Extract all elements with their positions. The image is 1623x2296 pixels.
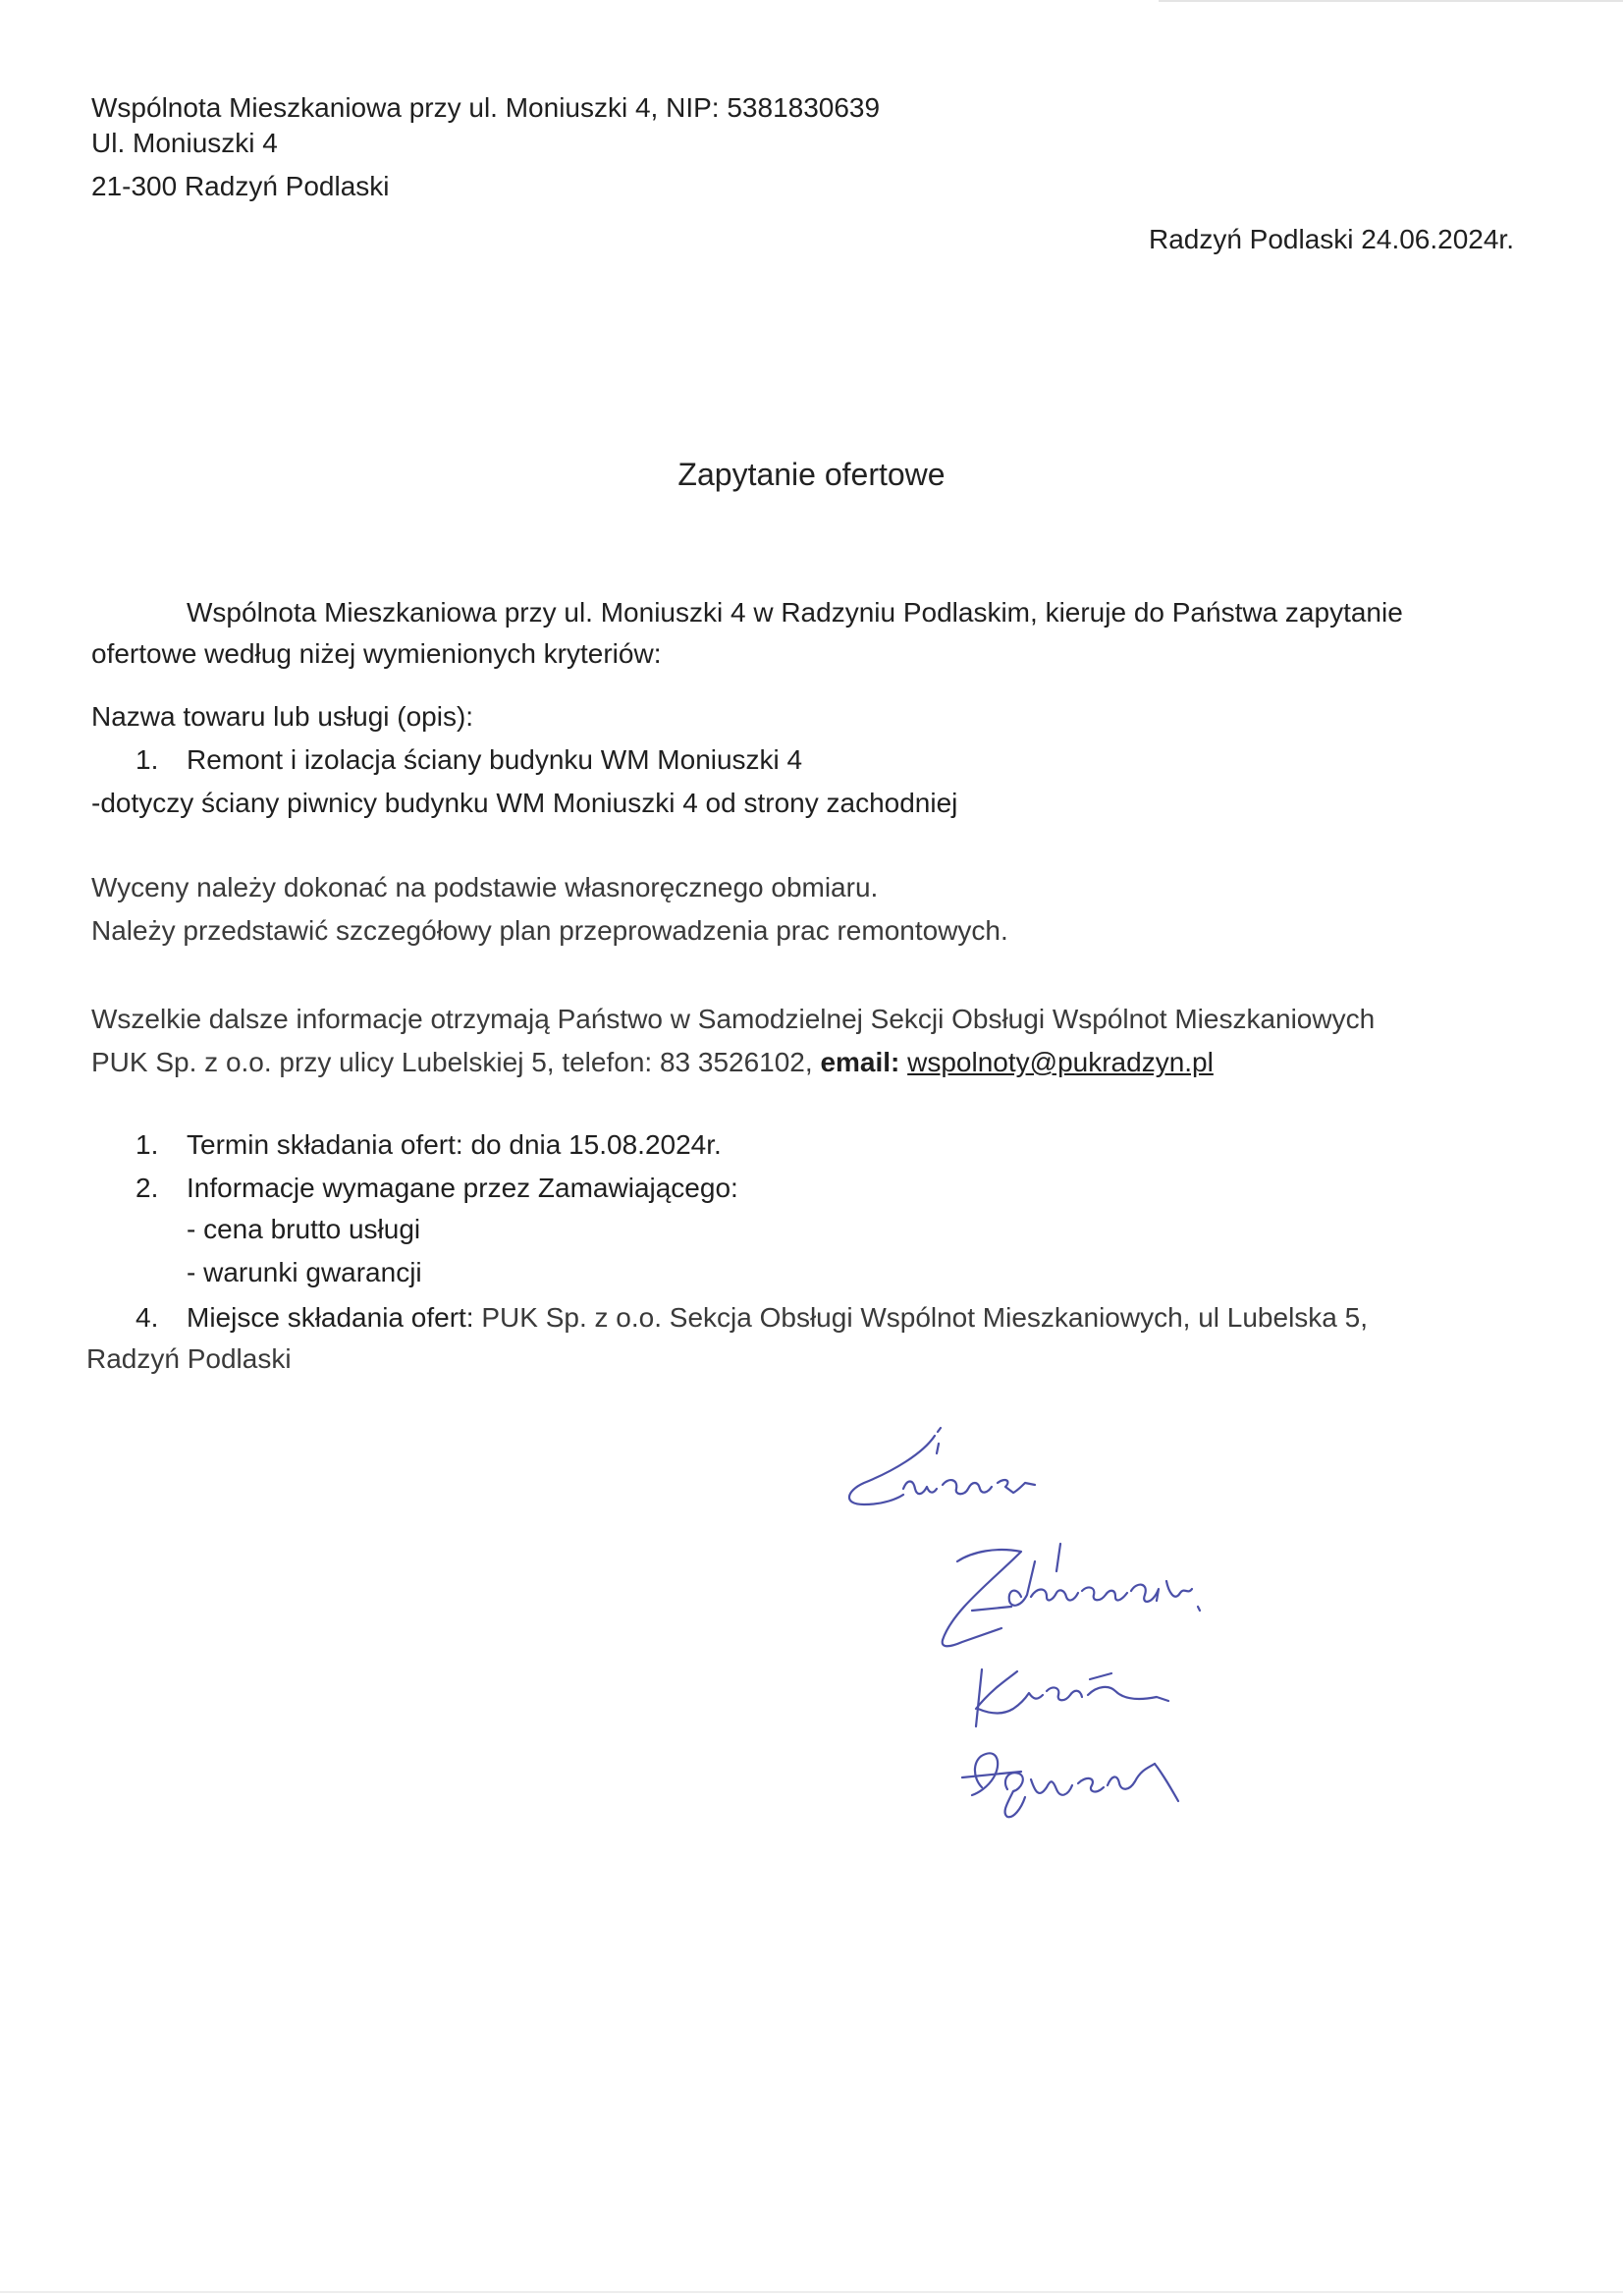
term-2 — [135, 1171, 738, 1206]
intro-line-2: ofertowe według niżej wymienionych kryteriów: — [91, 638, 662, 669]
document-date: Radzyń Podlaski 24.06.2024r. — [1148, 224, 1514, 254]
scan-edge-line — [1159, 0, 1623, 2]
term-1-text: Termin składania ofert: do dnia 15.08.2024r. — [187, 1129, 722, 1160]
term-2-sub-1: - cena brutto usługi — [187, 1214, 421, 1244]
pricing-line-2: Należy przedstawić szczegółowy plan przeprowadzenia prac remontowych. — [91, 915, 1008, 946]
term-4-label: Miejsce składania ofert: — [187, 1302, 474, 1333]
email-link[interactable]: wspolnoty@pukradzyn.pl — [907, 1047, 1214, 1077]
item-detail: -dotyczy ściany piwnicy budynku WM Moniuszki 4 od strony zachodniej — [91, 788, 958, 818]
item-number: 1. — [135, 744, 159, 775]
info-contact: PUK Sp. z o.o. przy ulicy Lubelskiej 5, telefon: 83 3526102, — [91, 1047, 821, 1077]
info-line-2 — [91, 1045, 1214, 1080]
sender-street: Ul. Moniuszki 4 — [91, 128, 278, 158]
item-heading: Nazwa towaru lub usługi (opis): — [91, 701, 474, 732]
term-2-text: Informacje wymagane przez Zamawiającego: — [187, 1173, 738, 1203]
term-4-line-2: Radzyń Podlaski — [86, 1343, 292, 1374]
term-4-text: PUK Sp. z o.o. Sekcja Obsługi Wspólnot Mieszkaniowych, ul Lubelska 5, — [473, 1302, 1369, 1333]
item-text: Remont i izolacja ściany budynku WM Moniuszki 4 — [187, 744, 803, 775]
intro-line-1: Wspólnota Mieszkaniowa przy ul. Moniuszki 4 w Radzyniu Podlaskim, kieruje do Państwa zapytanie — [187, 597, 1403, 628]
term-1 — [135, 1127, 722, 1163]
document-title: Zapytanie ofertowe — [677, 457, 946, 492]
sender-name: Wspólnota Mieszkaniowa przy ul. Moniuszki 4, NIP: 5381830639 — [91, 92, 881, 123]
term-2-number: 2. — [135, 1173, 159, 1203]
handwritten-signature — [825, 1414, 1316, 1827]
item-row — [135, 742, 802, 778]
term-1-number: 1. — [135, 1129, 159, 1160]
sender-city: 21-300 Radzyń Podlaski — [91, 171, 390, 201]
term-4-number: 4. — [135, 1302, 159, 1333]
email-label: email: — [820, 1047, 908, 1077]
scan-bottom-edge — [0, 2291, 1623, 2293]
pricing-line-1: Wyceny należy dokonać na podstawie własnoręcznego obmiaru. — [91, 872, 879, 902]
term-4 — [135, 1300, 1368, 1336]
info-line-1: Wszelkie dalsze informacje otrzymają Państwo w Samodzielnej Sekcji Obsługi Wspólnot Mieszkaniowych — [91, 1004, 1376, 1034]
term-2-sub-2: - warunki gwarancji — [187, 1257, 422, 1287]
